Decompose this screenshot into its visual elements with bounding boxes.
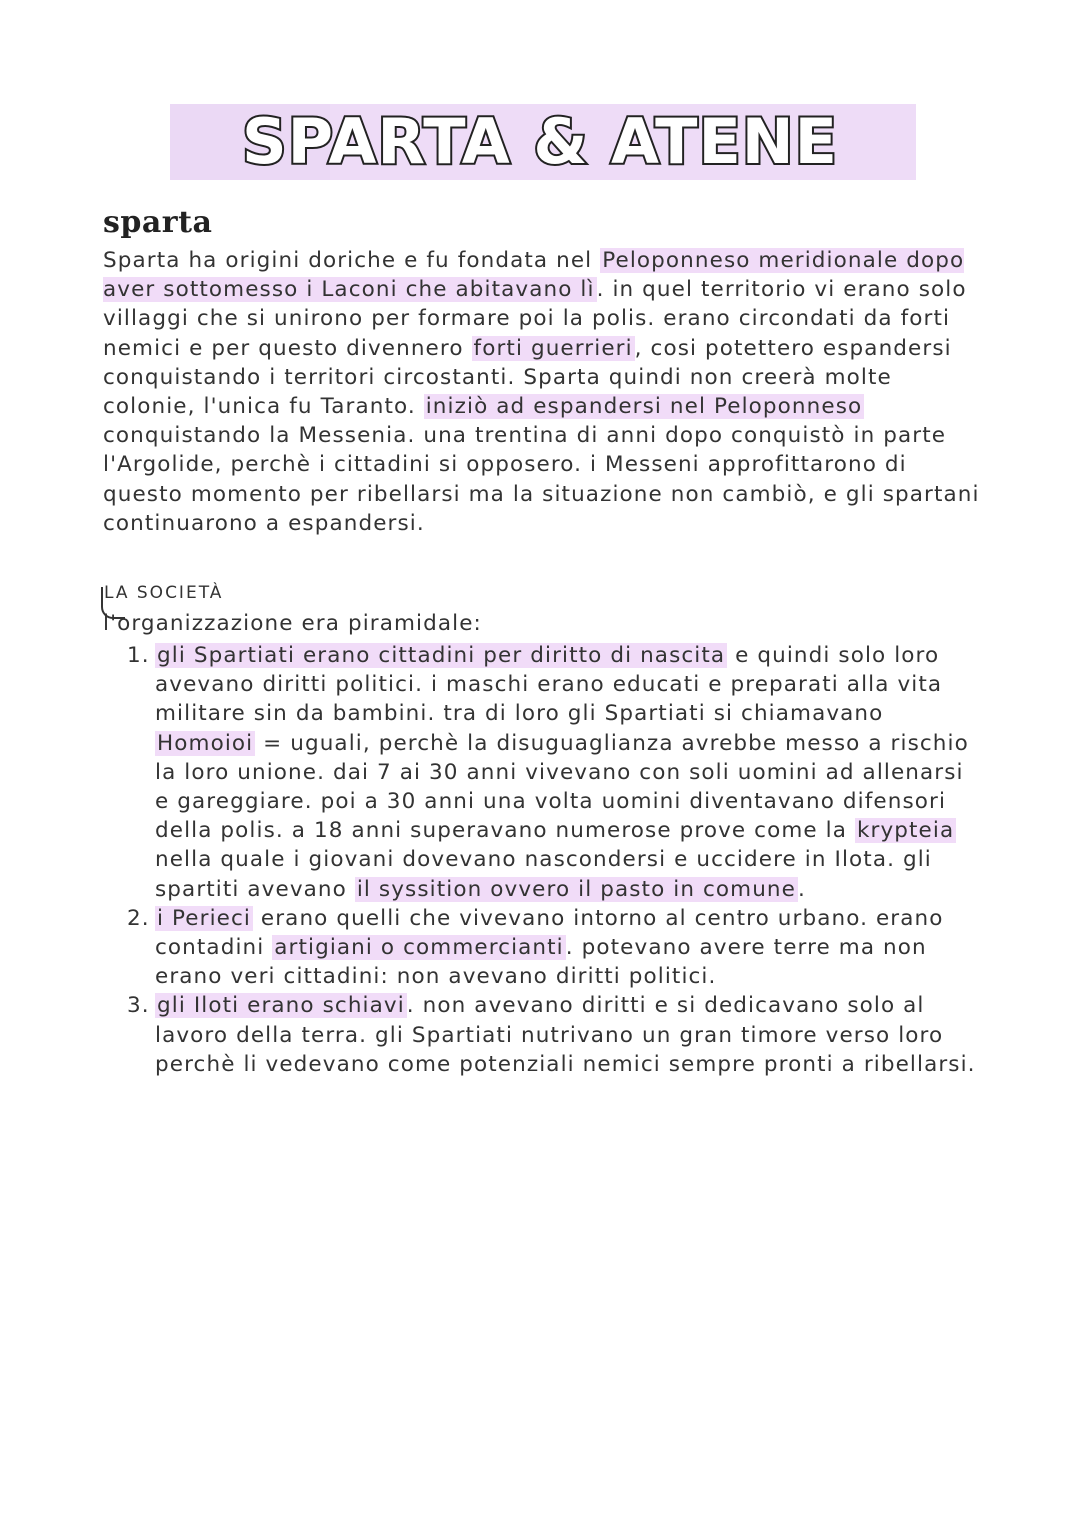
highlighted-text: iniziò ad espandersi nel Peloponneso: [425, 394, 863, 420]
text-run: . in quel territorio vi erano solo villaggi che si unirono per formare poi la polis. erano circondati da forti nemici e per questo divennero: [103, 277, 967, 361]
highlighted-text: gli Spartiati erano cittadini per diritto di nascita: [157, 643, 726, 668]
text-run: Sparta ha origini doriche e fu fondata nel: [103, 248, 601, 273]
highlighted-text: il syssition ovvero il pasto in comune: [356, 876, 796, 902]
text-run: , cosi potettero espandersi conquistando i territori circostanti. Sparta quindi non creerà molte colonie, l'unica fu Taranto.: [103, 335, 952, 420]
highlighted-text: Peloponneso meridionale dopo aver sottomesso i Laconi che abitavano lì: [103, 248, 965, 303]
list-item-number: 2.: [127, 905, 150, 931]
society-list: [103, 641, 983, 1079]
list-item-number: 1.: [127, 643, 150, 668]
section-paragraph: [103, 246, 983, 538]
highlighted-text: gli Iloti erano schiavi: [157, 993, 405, 1019]
highlighted-text: Homoioi: [157, 730, 254, 756]
text-run: erano quelli che vivevano intorno al centro urbano. erano contadini: [155, 905, 944, 961]
text-run: .: [797, 876, 806, 902]
list-intro: l'organizzazione era piramidale:: [103, 611, 482, 636]
list-item: [103, 904, 983, 992]
list-item-number: 3.: [127, 993, 150, 1019]
highlighted-text: krypteia: [856, 818, 955, 844]
highlighted-text: forti guerrieri: [473, 335, 633, 361]
highlighted-text: i Perieci: [157, 905, 251, 931]
text-run: = uguali, perchè la disuguaglianza avrebbe messo a rischio la loro unione. dai 7 ai 30 anni vivevano con soli uomini ad allenarsi e gareggiare. poi a 30 anni una volta uomini diventavano difensori della polis. a 18 anni superavano numerose prove come la: [155, 730, 969, 844]
text-run: e quindi solo loro avevano diritti politici. i maschi erano educati e preparati alla vita militare sin da bambini. tra di loro gli Spartiati si chiamavano: [155, 643, 943, 727]
text-run: . non avevano diritti e si dedicavano solo al lavoro della terra. gli Spartiati nutrivano un gran timore verso loro perchè li vedevano come potenziali nemici sempre pronti a ribellarsi.: [155, 993, 976, 1077]
section-heading: sparta: [103, 205, 213, 240]
highlighted-text: artigiani o commercianti: [274, 935, 564, 961]
text-run: conquistando la Messenia. una trentina di anni dopo conquistò in parte l'Argolide, perchè i cittadini si opposero. i Messeni approfittarono di questo momento per ribellarsi ma la situazione non cambiò, e gli spartani continuarono a espandersi.: [103, 423, 980, 536]
text-run: nella quale i giovani dovevano nascondersi e uccidere in Ilota. gli spartiti avevano: [155, 847, 932, 902]
list-item: [103, 991, 983, 1079]
page-title: SPARTA & ATENE: [241, 105, 839, 178]
list-item: [103, 641, 983, 904]
text-run: . potevano avere terre ma non erano veri cittadini: non avevano diritti politici.: [155, 935, 927, 990]
subheading-society: LA SOCIETÀ: [104, 583, 224, 603]
